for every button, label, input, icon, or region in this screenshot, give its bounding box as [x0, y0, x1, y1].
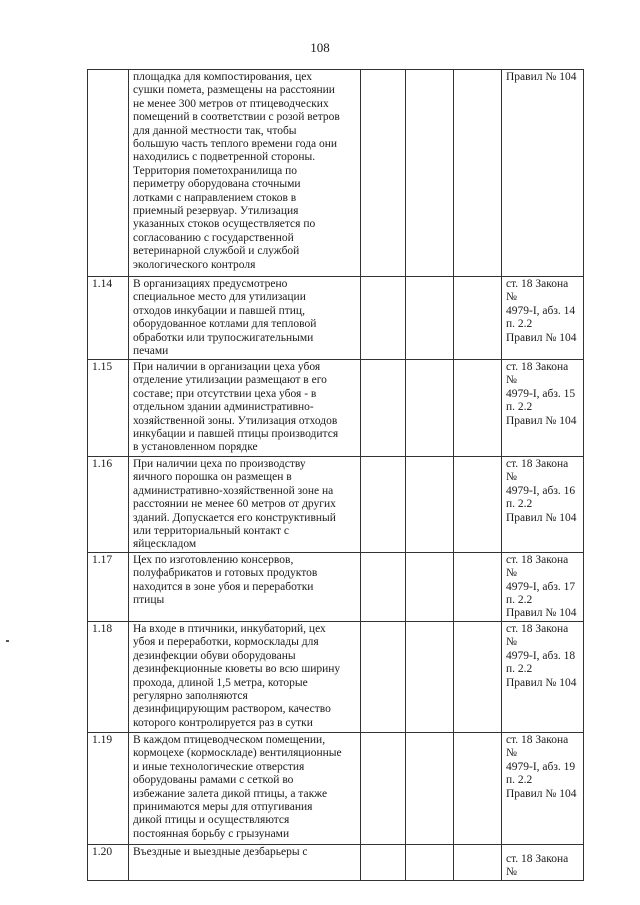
blank-cell — [361, 844, 406, 880]
requirement-text: площадка для компостирования, цех сушки помета, размещены на расстоянии не менее 300 метров от птицеводческих помещений в соответствии с розой ветров для данной местности так, чтобы большую часть теплого времени года они находились с подветренной стороны. Территория пометохранилища по периметру оборудована сточными лотками с направлением стоков в приемный резервуар. Утилизация указанных стоков осуществляется по согласованию с государственной ветеринарной службой и службой экологического контроля — [129, 70, 361, 277]
blank-cell — [454, 844, 502, 880]
blank-cell — [361, 552, 406, 621]
blank-cell — [406, 844, 454, 880]
table-row — [88, 277, 584, 360]
legal-reference: ст. 18 Закона № — [502, 844, 584, 880]
blank-cell — [406, 621, 454, 732]
blank-cell — [454, 70, 502, 277]
requirement-text: Въездные и выездные дезбарьеры с — [129, 844, 361, 880]
table-row — [88, 732, 584, 844]
legal-reference: ст. 18 Закона № 4979-I, абз. 15 п. 2.2 Правил № 104 — [502, 360, 584, 457]
scan-speck — [6, 640, 9, 642]
requirement-text: Цех по изготовлению консервов, полуфабрикатов и готовых продуктов находится в зоне убоя и переработки птицы — [129, 552, 361, 621]
blank-cell — [454, 360, 502, 457]
row-number: 1.18 — [88, 621, 129, 732]
row-number: 1.19 — [88, 732, 129, 844]
blank-cell — [361, 457, 406, 553]
table-row — [88, 360, 584, 457]
blank-cell — [406, 70, 454, 277]
requirement-text: На входе в птичники, инкубаторий, цех убоя и переработки, кормосклады для дезинфекции обуви оборудованы дезинфекционные кюветы во всю ширину прохода, длиной 1,5 метра, которые регулярно заполняются дезинфицирующим раствором, качество которого контролируется раз в сутки — [129, 621, 361, 732]
row-number: 1.20 — [88, 844, 129, 880]
blank-cell — [406, 360, 454, 457]
legal-reference: ст. 18 Закона № 4979-I, абз. 14 п. 2.2 Правил № 104 — [502, 277, 584, 360]
table-row — [88, 844, 584, 880]
row-number: 1.17 — [88, 552, 129, 621]
blank-cell — [406, 457, 454, 553]
blank-cell — [454, 552, 502, 621]
legal-reference: ст. 18 Закона № 4979-I, абз. 19 п. 2.2 Правил № 104 — [502, 732, 584, 844]
page-number: 108 — [310, 40, 330, 55]
blank-cell — [361, 732, 406, 844]
table-row — [88, 457, 584, 553]
blank-cell — [454, 457, 502, 553]
blank-cell — [361, 277, 406, 360]
legal-reference: ст. 18 Закона № 4979-I, абз. 17 п. 2.2 Правил № 104 — [502, 552, 584, 621]
blank-cell — [361, 360, 406, 457]
requirement-text: В каждом птицеводческом помещении, кормоцехе (кормоскладе) вентиляционные и иные технологические отверстия оборудованы рамами с сеткой во избежание залета дикой птицы, а также принимаются меры для отпугивания дикой птицы и осуществляются постоянная борьбу с грызунами — [129, 732, 361, 844]
blank-cell — [454, 277, 502, 360]
row-number — [88, 70, 129, 277]
requirement-text: В организациях предусмотрено специальное место для утилизации отходов инкубации и павшей птиц, оборудованное котлами для тепловой обработки или трупосжигательными печами — [129, 277, 361, 360]
blank-cell — [406, 732, 454, 844]
legal-reference: Правил № 104 — [502, 70, 584, 277]
requirement-text: При наличии в организации цеха убоя отделение утилизации размещают в его составе; при отсутствии цеха убоя - в отдельном здании административно- хозяйственной зоны. Утилизация отходов инкубации и павшей птицы производится в установленном порядке — [129, 360, 361, 457]
table-row — [88, 621, 584, 732]
blank-cell — [406, 277, 454, 360]
row-number: 1.16 — [88, 457, 129, 553]
blank-cell — [406, 552, 454, 621]
table-row — [88, 552, 584, 621]
legal-reference: ст. 18 Закона № 4979-I, абз. 16 п. 2.2 Правил № 104 — [502, 457, 584, 553]
blank-cell — [454, 732, 502, 844]
requirement-text: При наличии цеха по производству яичного порошка он размещен в административно-хозяйственной зоне на расстоянии не менее 60 метров от других зданий. Допускается его конструктивный или территориальный контакт с яйцескладом — [129, 457, 361, 553]
requirements-table — [87, 69, 584, 881]
legal-reference: ст. 18 Закона № 4979-I, абз. 18 п. 2.2 Правил № 104 — [502, 621, 584, 732]
blank-cell — [361, 70, 406, 277]
row-number: 1.14 — [88, 277, 129, 360]
table-row — [88, 70, 584, 277]
row-number: 1.15 — [88, 360, 129, 457]
blank-cell — [454, 621, 502, 732]
blank-cell — [361, 621, 406, 732]
